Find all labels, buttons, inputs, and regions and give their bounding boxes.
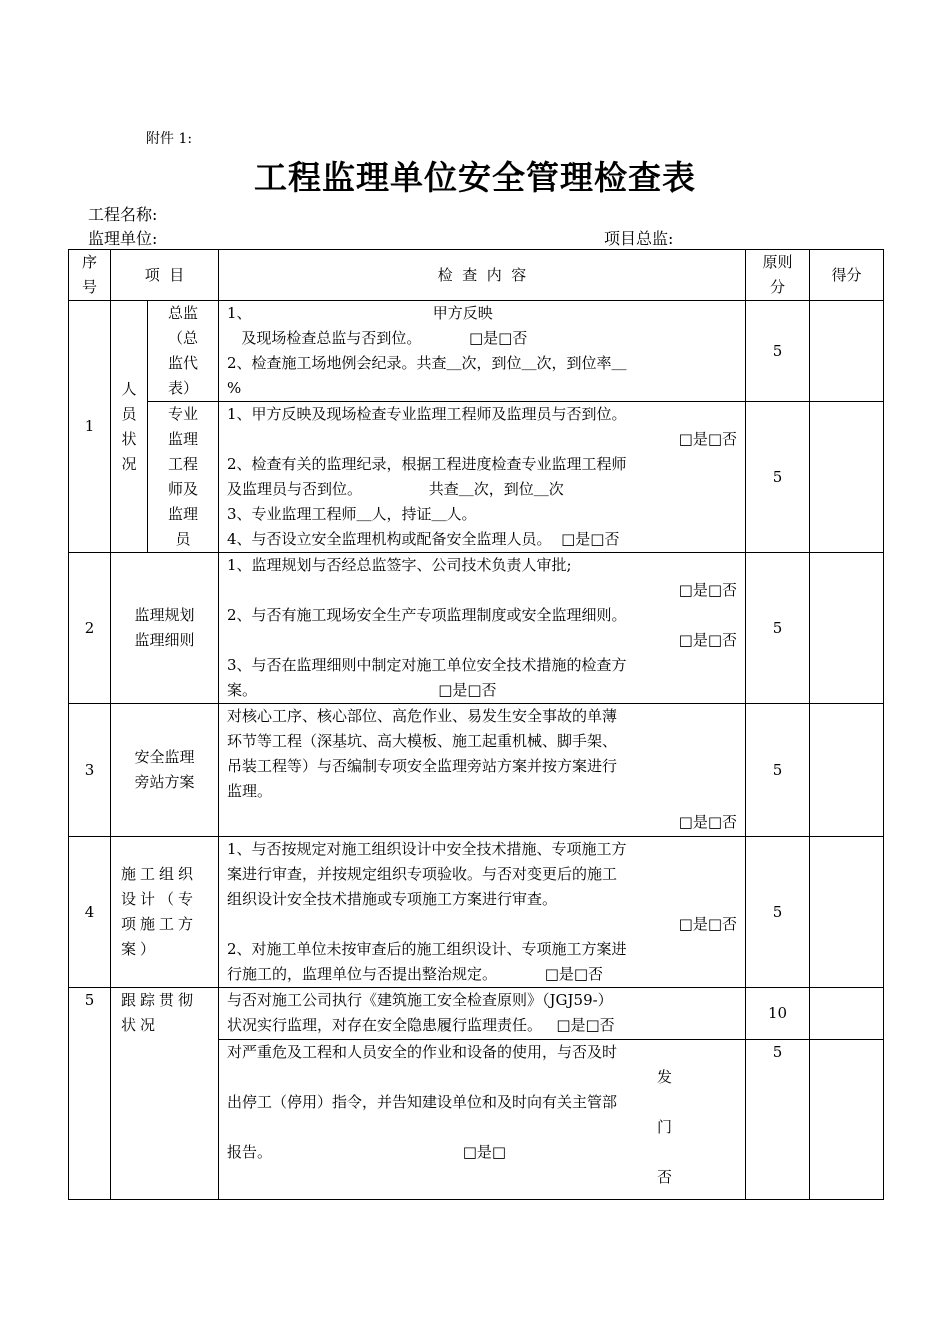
table-row xyxy=(69,402,884,553)
col-header-content: 检 查 内 容 xyxy=(219,250,746,301)
table-row xyxy=(69,553,884,704)
row-no: 4 xyxy=(69,837,111,988)
row-score-std: 5 xyxy=(746,301,810,402)
row-item: 总监 （总 监代 表） xyxy=(148,301,219,402)
row-score-std: 5 xyxy=(746,402,810,553)
chief-supervisor-label: 项目总监: xyxy=(604,229,674,248)
row-category: 人 员 状 况 xyxy=(111,301,148,553)
table-header-row xyxy=(69,250,884,301)
row-item: 跟踪贯彻 状况 xyxy=(111,988,219,1200)
row-score-input[interactable] xyxy=(810,402,884,553)
row-content: 1、甲方反映及现场检查专业监理工程师及监理员与否到位。 □是□否 2、检查有关的监理纪录，根据工程进度检查专业监理工程师 及监理员与否到位。 共查＿次，到位＿次 3、专业监理工程师＿人，持证＿人。 4、与否设立安全监理机构或配备安全监理人员。 □是□否 xyxy=(219,402,746,553)
table-row xyxy=(69,837,884,988)
row-item: 监理规划 监理细则 xyxy=(111,553,219,704)
row-content: 1、监理规划与否经总监签字、公司技术负责人审批; □是□否 2、与否有施工现场安全生产专项监理制度或安全监理细则。 □是□否 3、与否在监理细则中制定对施工单位安全技术措施的检查方 案。 □是□否 xyxy=(219,553,746,704)
row-no: 5 xyxy=(69,988,111,1200)
row-score-input[interactable] xyxy=(810,988,884,1040)
col-header-score: 得分 xyxy=(810,250,884,301)
row-score-std: 5 xyxy=(746,1040,810,1200)
row-score-input[interactable] xyxy=(810,301,884,402)
attachment-label: 附件 1: xyxy=(146,131,193,147)
row-content: 1、与否按规定对施工组织设计中安全技术措施、专项施工方 案进行审查，并按规定组织专项验收。与否对变更后的施工 组织设计安全技术措施或专项施工方案进行审查。 □是□否 2、对施工单位未按审查后的施工组织设计、专项施工方案进 行施工的，监理单位与否提出整治规定。 □是□否 xyxy=(219,837,746,988)
supervision-unit-label: 监理单位: xyxy=(88,229,158,248)
table-row xyxy=(69,988,884,1040)
row-score-input[interactable] xyxy=(810,553,884,704)
row-item: 专业 监理 工程 师及 监理 员 xyxy=(148,402,219,553)
row-score-std: 5 xyxy=(746,704,810,837)
row-no: 3 xyxy=(69,704,111,837)
col-header-item: 项 目 xyxy=(111,250,219,301)
row-content: 1、 甲方反映 及现场检查总监与否到位。 □是□否 2、检查施工场地例会纪录。共查＿次，到位＿次，到位率＿ % xyxy=(219,301,746,402)
table-row xyxy=(69,704,884,837)
col-header-score-std: 原则 分 xyxy=(746,250,810,301)
row-content: 对核心工序、核心部位、高危作业、易发生安全事故的单薄 环节等工程（深基坑、高大模板、施工起重机械、脚手架、 吊装工程等）与否编制专项安全监理旁站方案并按方案进行 监理。 □是□否 xyxy=(219,704,746,837)
col-header-no: 序 号 xyxy=(69,250,111,301)
row-item: 安全监理 旁站方案 xyxy=(111,704,219,837)
row-no: 2 xyxy=(69,553,111,704)
row-content: 对严重危及工程和人员安全的作业和设备的使用，与否及时 发 出停工（停用）指令，并告知建设单位和及时向有关主管部 门 报告。 □是□ 否 xyxy=(219,1040,746,1200)
table-row xyxy=(69,301,884,402)
project-name-label: 工程名称: xyxy=(88,205,158,224)
row-item: 施工组织 设计（专 项施工方 案） xyxy=(111,837,219,988)
row-score-input[interactable] xyxy=(810,837,884,988)
row-no: 1 xyxy=(69,301,111,553)
row-content: 与否对施工公司执行《建筑施工安全检查原则》（JGJ59-） 状况实行监理，对存在安全隐患履行监理责任。 □是□否 xyxy=(219,988,746,1040)
row-score-std: 5 xyxy=(746,553,810,704)
row-score-input[interactable] xyxy=(810,1040,884,1200)
inspection-table xyxy=(68,249,884,1200)
row-score-input[interactable] xyxy=(810,704,884,837)
page-title: 工程监理单位安全管理检查表 xyxy=(254,158,696,197)
row-score-std: 5 xyxy=(746,837,810,988)
row-score-std: 10 xyxy=(746,988,810,1040)
